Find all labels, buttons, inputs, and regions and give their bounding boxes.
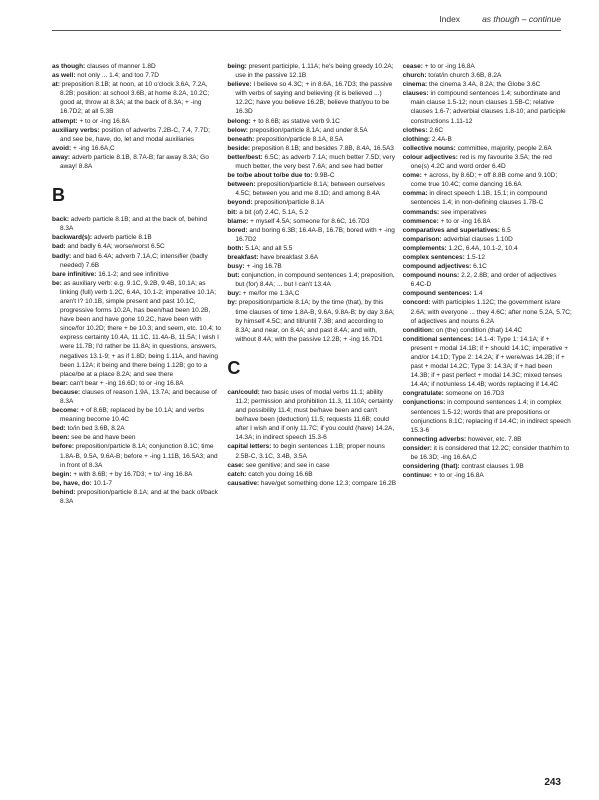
index-entry-references: + -ing 16.7B	[244, 263, 282, 271]
running-head-section: Index	[439, 14, 461, 24]
index-entry-headword: connecting adverbs:	[402, 435, 467, 443]
index-entry	[227, 80, 396, 116]
index-entry-references: however, etc. 7.8B	[466, 435, 522, 443]
index-entry	[227, 262, 396, 271]
index-entry-references: 9.9B-C	[312, 172, 335, 180]
index-entry-references: red is my favourite 3.5A; the red one(s) 4.2C and word order 6.4D	[410, 153, 552, 171]
index-entry-headword: bad:	[52, 243, 66, 251]
index-entry	[403, 298, 572, 325]
index-entry-headword: become:	[52, 407, 79, 415]
index-entry-references: 6.5C; as adverb 7.1A; much better 7.5D; very much better, the very best 7.6A; and see had better	[235, 153, 395, 171]
index-entry-headword: beneath:	[227, 135, 255, 143]
index-entry	[227, 479, 396, 488]
index-entry-headword: by:	[227, 299, 238, 307]
index-entry	[227, 144, 396, 153]
index-entry-references: conjunction, in compound sentences 1.4; preposition, but (for) 8.4A; ... but I can't 13.4A	[235, 272, 395, 289]
index-entry	[403, 435, 572, 444]
index-entry-references: adverb particle 8.1B; and at the back of, behind 8.3A	[60, 216, 208, 233]
index-entry-references: can't bear + -ing 16.6D; to or -ing 16.8A	[67, 379, 184, 387]
index-entry-headword: badly:	[52, 252, 72, 260]
index-entry-references: 5.1A; and all 5.5	[243, 244, 293, 252]
index-entry-references: two basic uses of modal verbs 11.1; ability 11.2; permission and prohibition 11.3, 11.10A; certainty and possibility 11.4; must be/have been and can't be/have been (deduction) 11.5; requests 11.6B; could after I wish and if only 11.7C; if you could (have) 14.2A, 14.3A; in indirect speech 15.3-6	[235, 388, 395, 442]
index-entry-references: contrast clauses 1.9B	[459, 463, 524, 471]
index-entry-headword: complex sentences:	[402, 253, 465, 261]
index-entry-headword: come:	[402, 172, 422, 180]
index-entry-headword: bored:	[227, 226, 248, 234]
index-columns	[52, 62, 572, 774]
index-entry-references: and boring 6.3B; 16.4A-B, 16.7B; bored with + -ing 16.7D2	[235, 226, 395, 243]
index-entry-references: 1.4	[471, 290, 483, 298]
index-entry	[227, 171, 396, 180]
index-entry-headword: below:	[227, 126, 248, 134]
index-entry-headword: beyond:	[227, 199, 253, 207]
index-entry-headword: bear:	[52, 379, 68, 387]
index-entry-headword: compound nouns:	[402, 272, 460, 280]
index-entry-headword: as though:	[52, 63, 86, 70]
index-entry-headword: condition:	[402, 326, 435, 334]
index-entry-references: + to or -ing 16.8A	[438, 217, 491, 225]
index-entry	[227, 208, 396, 217]
index-entry	[403, 471, 572, 480]
index-entry-headword: clauses:	[402, 90, 429, 98]
index-entry	[52, 153, 221, 171]
index-entry	[403, 389, 572, 398]
index-entry-references: + to or -ing 16.8A	[431, 472, 484, 480]
index-entry	[403, 326, 572, 335]
index-entry-headword: conditional sentences:	[402, 335, 474, 343]
index-entry-references: + across, by 8.6D; + off 8.8B come and 9.10D; come true 10.4C; come dancing 16.6A	[410, 172, 558, 189]
index-entry	[52, 233, 221, 242]
index-entry-headword: cinema:	[402, 81, 428, 89]
index-entry-references: it is considered that 12.2C; consider that/him to be 16.3D; -ing 16.6A,C	[410, 444, 570, 462]
index-entry	[403, 271, 572, 289]
index-entry	[403, 289, 572, 298]
index-entry	[403, 171, 572, 189]
index-entry	[52, 488, 221, 506]
index-entry-references: present participle, 1.11A; he's being greedy 10.2A; use in the passive 12.1B	[235, 63, 394, 80]
index-entry-references: on (the) condition (that) 14.4C	[434, 326, 523, 334]
index-entry-references: + of 8.6B; replaced by be 10.1A; and verbs meaning become 10.4C	[60, 407, 204, 424]
index-entry	[227, 126, 396, 135]
index-entry-references: to/in bed 3.6B, 8.2A	[65, 425, 125, 433]
index-entry	[227, 217, 396, 226]
index-entry-references: + to or -ing 16.8A	[77, 117, 130, 125]
index-entry-references: a bit (of) 2.4C, 5.1A, 5.2	[237, 208, 309, 216]
index-entry-references: clauses of reason 1.9A, 13.7A; and because of 8.3A	[60, 388, 217, 405]
page-number: 243	[544, 777, 561, 788]
index-entry	[403, 80, 572, 89]
index-entry-headword: between:	[227, 181, 256, 189]
index-entry-references: see imperatives	[439, 208, 487, 216]
index-entry-references: adverb particle 8.1B	[92, 234, 152, 242]
index-entry-headword: breakfast:	[227, 253, 259, 261]
index-entry-headword: bare infinitive:	[52, 270, 97, 278]
index-entry-headword: comparatives and superlatives:	[402, 226, 500, 234]
index-entry-references: preposition/particle 8.1A	[252, 199, 325, 207]
index-entry	[227, 470, 396, 479]
index-entry-references: 2.2, 2.8B; and order of adjectives 6.4C-D	[410, 272, 557, 289]
index-entry-references: + myself 4.5A; someone for 8.6C, 16.7D3	[248, 217, 370, 225]
index-entry	[52, 71, 221, 80]
index-entry-headword: causative:	[227, 479, 260, 487]
index-entry-references: preposition 8.1B; at noon, at 10 o'clock 3.6A, 7.2A, 8.2B; position: at school 3.6B, at home 8.2A, 10.2C; good at, throw at 8.3A; at the back of 8.3A; + -ing 16.7D2; at all 5.3B	[59, 81, 210, 116]
index-entry-references: 14.1-4: Type 1: 14.1A; if + present + modal 14.1B; if + should 14.1C; imperative + and/or 14.1D; Type 2: 14.2A; if + were/was 14.2B; if + past + modal 14.2C; Type 3: 14.3A; if + had been 14.3B; if + past perfect + modal 14.3C; mixed tenses 14.4A; if not/unless 14.4B; words replacing if 14.4C	[410, 335, 569, 389]
index-entry-references: in compound sentences 1.4; in complex sentences 1.5-12; words that are prepositions or conjunctions 8.1C; replacing if 14.4C; in indirect speech 15.3-6	[410, 399, 571, 434]
index-entry-headword: bed:	[52, 425, 66, 433]
index-entry-headword: belong:	[227, 117, 251, 125]
index-entry	[52, 62, 221, 71]
index-entry-headword: at:	[52, 81, 60, 89]
index-entry-headword: consider:	[402, 444, 432, 452]
index-entry-references: have breakfast 3.6A	[258, 253, 319, 261]
index-entry	[227, 62, 396, 80]
index-entry-references: preposition/particle 8.1A, 8.5A	[254, 135, 343, 143]
index-entry-headword: can/could:	[227, 388, 260, 396]
index-entry-references: in direct speech 1.1B, 15.1; in compound sentences 1.4; in non-defining clauses 1.7B-C	[410, 190, 548, 207]
index-entry-headword: church:	[402, 72, 427, 80]
index-entry-references: preposition/particle 8.1A; by the time (that), by this time clauses of time 1.8A-B, 9.6A, 9.8A-B; by day 3.6A; by himself 4.5C; and till/until 7.3B; and according to 8.3A; and near, on 8.4A; and past 8.4A; and with, without 8.4A; with the passive 12.2B; + -ing 16.7D1	[235, 299, 395, 343]
index-entry-headword: compound adjectives:	[402, 263, 472, 271]
index-entry-headword: begin:	[52, 470, 72, 478]
index-entry-headword: blame:	[227, 217, 249, 225]
index-entry	[403, 217, 572, 226]
index-entry-references: clauses of manner 1.8D	[85, 63, 156, 70]
index-entry	[227, 180, 396, 198]
index-entry-references: with participles 1.12C; the government is/are 2.6A; with everyone ... they 4.6C; after none 5.2A, 5.7C; of adjectives and nouns 6.2A	[410, 299, 572, 325]
index-entry-headword: being:	[227, 63, 247, 70]
index-entry-references: not only ... 1.4; and too 7.7D	[75, 72, 159, 80]
index-entry-headword: better/best:	[227, 153, 263, 161]
index-entry-headword: bit:	[227, 208, 238, 216]
index-entry-headword: continue:	[402, 472, 432, 480]
index-entry-references: have/get something done 12.3; compare 16.2B	[259, 479, 397, 487]
index-entry	[227, 244, 396, 253]
index-entry	[227, 153, 396, 171]
index-entry-references: committee, majority, people 2.6A	[455, 144, 552, 152]
section-letter: B	[52, 185, 65, 206]
index-entry	[403, 235, 572, 244]
index-entry	[403, 89, 572, 125]
index-entry-references: position of adverbs 7.2B-C, 7.4, 7.7D; and see be, have, do, let and modal auxiliaries	[60, 126, 210, 143]
index-entry-references: preposition/particle 8.1A; conjunction 8.1C; time 1.8A-B, 9.5A, 9.6A-B; before + -ing 1.11B, 16.5A3; and in front of 8.3A	[60, 443, 218, 469]
index-entry-headword: believe:	[227, 81, 252, 89]
index-entry-references: the cinema 3.4A, 8.2A; the Globe 3.6C	[427, 81, 541, 89]
index-entry	[52, 252, 221, 270]
index-entry-headword: attempt:	[52, 117, 78, 125]
index-entry	[403, 398, 572, 434]
index-entry-headword: catch:	[227, 470, 247, 478]
index-entry	[403, 244, 572, 253]
index-entry-headword: case:	[227, 461, 244, 469]
index-entry-headword: back:	[52, 216, 69, 224]
index-entry-references: preposition/particle 8.1A; between ourselves 4.5C; between you and me 8.1D; and among 8.4A	[235, 181, 385, 198]
index-entry-references: + to 8.6B; as stative verb 9.1C	[250, 117, 340, 125]
index-entry	[403, 62, 572, 71]
index-entry-references: 2.4A-B	[430, 135, 452, 143]
index-entry-headword: been:	[52, 434, 70, 442]
index-entry-references: I believe so 4.3C; + in 8.6A, 16.7D3; the passive with verbs of saying and believing (it is believed ...) 12.2C; have you believe 16.2B; believe that/you to be 16.3D	[235, 81, 393, 116]
index-entry-headword: collective nouns:	[402, 144, 456, 152]
running-head	[439, 14, 561, 24]
index-entry-references: see genitive; and see in case	[243, 461, 330, 469]
index-entry	[52, 388, 221, 406]
index-entry-references: preposition/particle 8.1A; and at the back of/back 8.3A	[60, 488, 218, 506]
index-entry	[227, 461, 396, 470]
index-entry-references: someone on 16.7D3	[443, 390, 505, 398]
index-entry-headword: because:	[52, 388, 81, 396]
index-entry-headword: be, have, do:	[52, 479, 92, 487]
index-entry	[52, 424, 221, 433]
index-entry-headword: capital letters:	[227, 443, 272, 451]
index-entry	[403, 208, 572, 217]
index-entry-headword: avoid:	[52, 144, 72, 152]
index-entry	[403, 253, 572, 262]
index-entry-headword: comma:	[402, 190, 428, 198]
index-entry-headword: auxiliary verbs:	[52, 126, 100, 134]
index-entry-references: + with 8.6B; + by 16.7D3; + to/ -ing 16.8A	[71, 470, 193, 478]
index-entry-headword: buy:	[227, 290, 242, 298]
index-entry-references: preposition 8.1B; and besides 7.8B, 8.4A, 16.5A3	[250, 144, 394, 152]
index-entry	[227, 388, 396, 443]
index-entry-headword: but:	[227, 272, 240, 280]
index-entry	[403, 262, 572, 271]
index-entry-references: 6.5	[499, 226, 511, 234]
index-entry	[403, 135, 572, 144]
index-entry-references: + to or -ing 16.8A	[422, 63, 475, 70]
index-entry	[52, 470, 221, 479]
index-entry	[403, 462, 572, 471]
index-entry-headword: as well:	[52, 72, 76, 80]
index-column-3	[403, 62, 572, 774]
index-entry	[403, 71, 572, 80]
index-entry	[227, 198, 396, 207]
index-entry-references: adverbial clauses 1.10D	[441, 235, 513, 243]
index-entry-references: and bad 6.4A; adverb 7.1A,C; intensifier (badly needed) 7.6B	[60, 252, 208, 269]
running-head-range: as though – continue	[482, 14, 561, 24]
index-entry-headword: backward(s):	[52, 234, 93, 242]
index-entry	[52, 279, 221, 379]
index-entry-references: 16.1-2; and see infinitive	[96, 270, 169, 278]
index-entry	[227, 135, 396, 144]
index-entry-headword: congratulate:	[402, 390, 444, 398]
index-entry-headword: conjunctions:	[402, 399, 446, 407]
index-entry	[52, 144, 221, 153]
index-entry	[403, 153, 572, 171]
index-entry-references: preposition/particle 8.1A; and under 8.5A	[247, 126, 368, 134]
index-entry-references: and badly 6.4A; worse/worst 6.5C	[65, 243, 165, 251]
index-column-2	[227, 62, 396, 774]
index-entry-headword: cease:	[402, 63, 423, 70]
index-entry-references: catch you doing 16.6B	[246, 470, 313, 478]
index-entry-references: to/at/in church 3.6B, 8.2A	[426, 72, 502, 80]
index-entry-references: 1.2C, 6.4A, 10.1-2, 10.4	[446, 244, 518, 252]
section-letter: C	[227, 357, 241, 378]
index-entry-headword: commence:	[402, 217, 439, 225]
index-entry-headword: be to/be about to/be due to:	[227, 172, 313, 180]
index-entry-references: adverb particle 8.1B, 8.7A-B; far away 8.3A; Go away! 8.8A	[60, 153, 209, 171]
index-entry-references: see be and have been	[69, 434, 136, 442]
index-entry	[227, 298, 396, 343]
index-entry-headword: busy:	[227, 263, 245, 271]
index-entry-references: 10.1-7	[91, 479, 112, 487]
index-entry-headword: commands:	[402, 208, 440, 216]
index-entry-headword: behind:	[52, 488, 76, 496]
index-entry-headword: comparison:	[402, 235, 442, 243]
index-entry-headword: complements:	[402, 244, 447, 252]
index-entry	[403, 335, 572, 390]
index-entry-headword: away:	[52, 153, 71, 161]
index-entry	[403, 444, 572, 462]
index-entry	[52, 406, 221, 424]
index-entry-headword: both:	[227, 244, 244, 252]
index-entry	[52, 433, 221, 442]
index-entry-headword: considering (that):	[402, 463, 460, 471]
header-rule	[52, 30, 561, 31]
index-entry-references: to begin sentences 1.1B; proper nouns 2.5B-C, 3.1C, 3.4B, 3.5A	[235, 443, 385, 460]
index-entry	[52, 379, 221, 388]
index-entry	[403, 189, 572, 207]
index-entry-references: 1.5-12	[464, 253, 486, 261]
index-entry	[52, 126, 221, 144]
index-entry	[52, 242, 221, 251]
index-entry	[227, 442, 396, 460]
index-entry	[52, 479, 221, 488]
index-entry	[52, 270, 221, 279]
index-entry-references: + -ing 16.6A,C	[71, 144, 115, 152]
index-entry-headword: compound sentences:	[402, 290, 472, 298]
index-entry-references: in compound sentences 1.4; subordinate and main clause 1.5-12; noun clauses 1.5B-C; relative clauses 1.6-7; adverbial clauses 1.8-10; and participle constructions 1.11-12	[410, 90, 566, 125]
index-entry-references: as auxiliary verb: e.g. 9.1C, 9.2B, 9.4B, 10.1A; as linking (full) verb 1.2C, 6.4A, 10.1-2; imperative 10.1A; aren't I? 10.1B, simple present and past 10.1C, progressive forms 10.2A, has been/had been 10.2B, have been and have gone 10.2C, have been with since/for 10.2D; there + be 10.3; and seem, etc. 10.4; to express certainty 10.4A, 11.1C, 11.4A-B, 11.5A; I wish I were 11.7B; I'd rather be 11.8A; in questions, answers, negatives 13.1-9; + as if 1.8D; being 1.11A, and having been 1.12A; it being and there being 1.12B; go to a place/be at a place 8.2A; and see there	[60, 279, 221, 378]
index-entry	[227, 226, 396, 244]
index-entry-references: + me/for me 1.3A,C	[241, 290, 300, 298]
index-entry-headword: clothing:	[402, 135, 431, 143]
index-entry-references: 6.1C	[471, 263, 487, 271]
index-entry	[403, 144, 572, 153]
index-entry	[52, 117, 221, 126]
index-entry-references: 2.6C	[427, 126, 444, 134]
index-entry	[403, 226, 572, 235]
index-entry-headword: be:	[52, 279, 62, 287]
index-entry	[227, 253, 396, 262]
index-entry	[227, 271, 396, 289]
index-entry	[52, 215, 221, 233]
index-entry	[52, 442, 221, 469]
index-entry-headword: clothes:	[402, 126, 428, 134]
index-entry	[227, 117, 396, 126]
index-column-1	[52, 62, 221, 774]
index-entry	[52, 80, 221, 116]
index-entry-headword: concord:	[402, 299, 431, 307]
index-entry-headword: before:	[52, 443, 75, 451]
index-entry	[227, 289, 396, 298]
index-entry	[403, 126, 572, 135]
index-entry-headword: colour adjectives:	[402, 153, 458, 161]
index-entry-headword: beside:	[227, 144, 251, 152]
